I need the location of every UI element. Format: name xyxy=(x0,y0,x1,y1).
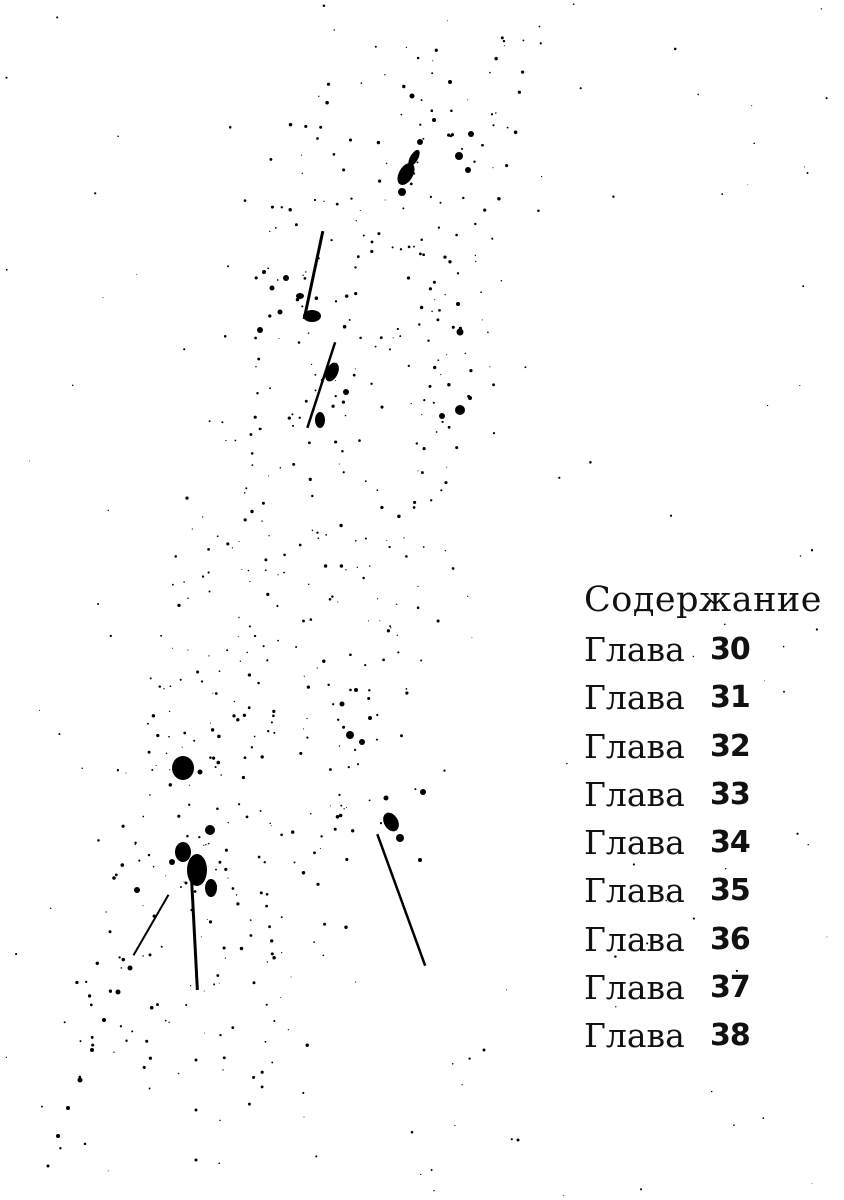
toc-item-number: 38 xyxy=(710,1018,750,1054)
table-of-contents xyxy=(584,574,839,1061)
toc-item-label: Глава xyxy=(584,678,685,718)
toc-item-chapter-31[interactable] xyxy=(584,674,839,722)
toc-list xyxy=(584,626,839,1061)
toc-item-chapter-36[interactable] xyxy=(584,916,839,964)
toc-item-label: Глава xyxy=(584,726,685,766)
toc-item-chapter-37[interactable] xyxy=(584,964,839,1012)
toc-item-number: 30 xyxy=(710,632,750,667)
toc-item-label: Глава xyxy=(584,968,685,1008)
toc-item-number: 31 xyxy=(710,680,750,716)
toc-item-label: Глава xyxy=(584,1016,685,1056)
toc-item-chapter-32[interactable] xyxy=(584,723,839,771)
toc-item-label: Глава xyxy=(584,630,685,669)
toc-item-label: Глава xyxy=(584,871,685,911)
toc-item-label: Глава xyxy=(584,919,685,959)
toc-item-chapter-33[interactable] xyxy=(584,771,839,819)
toc-item-number: 35 xyxy=(710,873,750,909)
toc-item-label: Глава xyxy=(584,823,685,863)
toc-item-chapter-30[interactable] xyxy=(584,626,839,674)
toc-item-number: 34 xyxy=(710,825,750,861)
toc-item-chapter-35[interactable] xyxy=(584,867,839,915)
toc-item-chapter-38[interactable] xyxy=(584,1012,839,1060)
toc-item-number: 36 xyxy=(710,921,750,957)
toc-item-number: 32 xyxy=(710,728,750,764)
toc-item-chapter-34[interactable] xyxy=(584,819,839,867)
toc-item-number: 37 xyxy=(710,970,750,1006)
toc-title: Содержание xyxy=(584,580,822,620)
toc-item-label: Глава xyxy=(584,774,685,814)
toc-item-number: 33 xyxy=(710,776,750,812)
